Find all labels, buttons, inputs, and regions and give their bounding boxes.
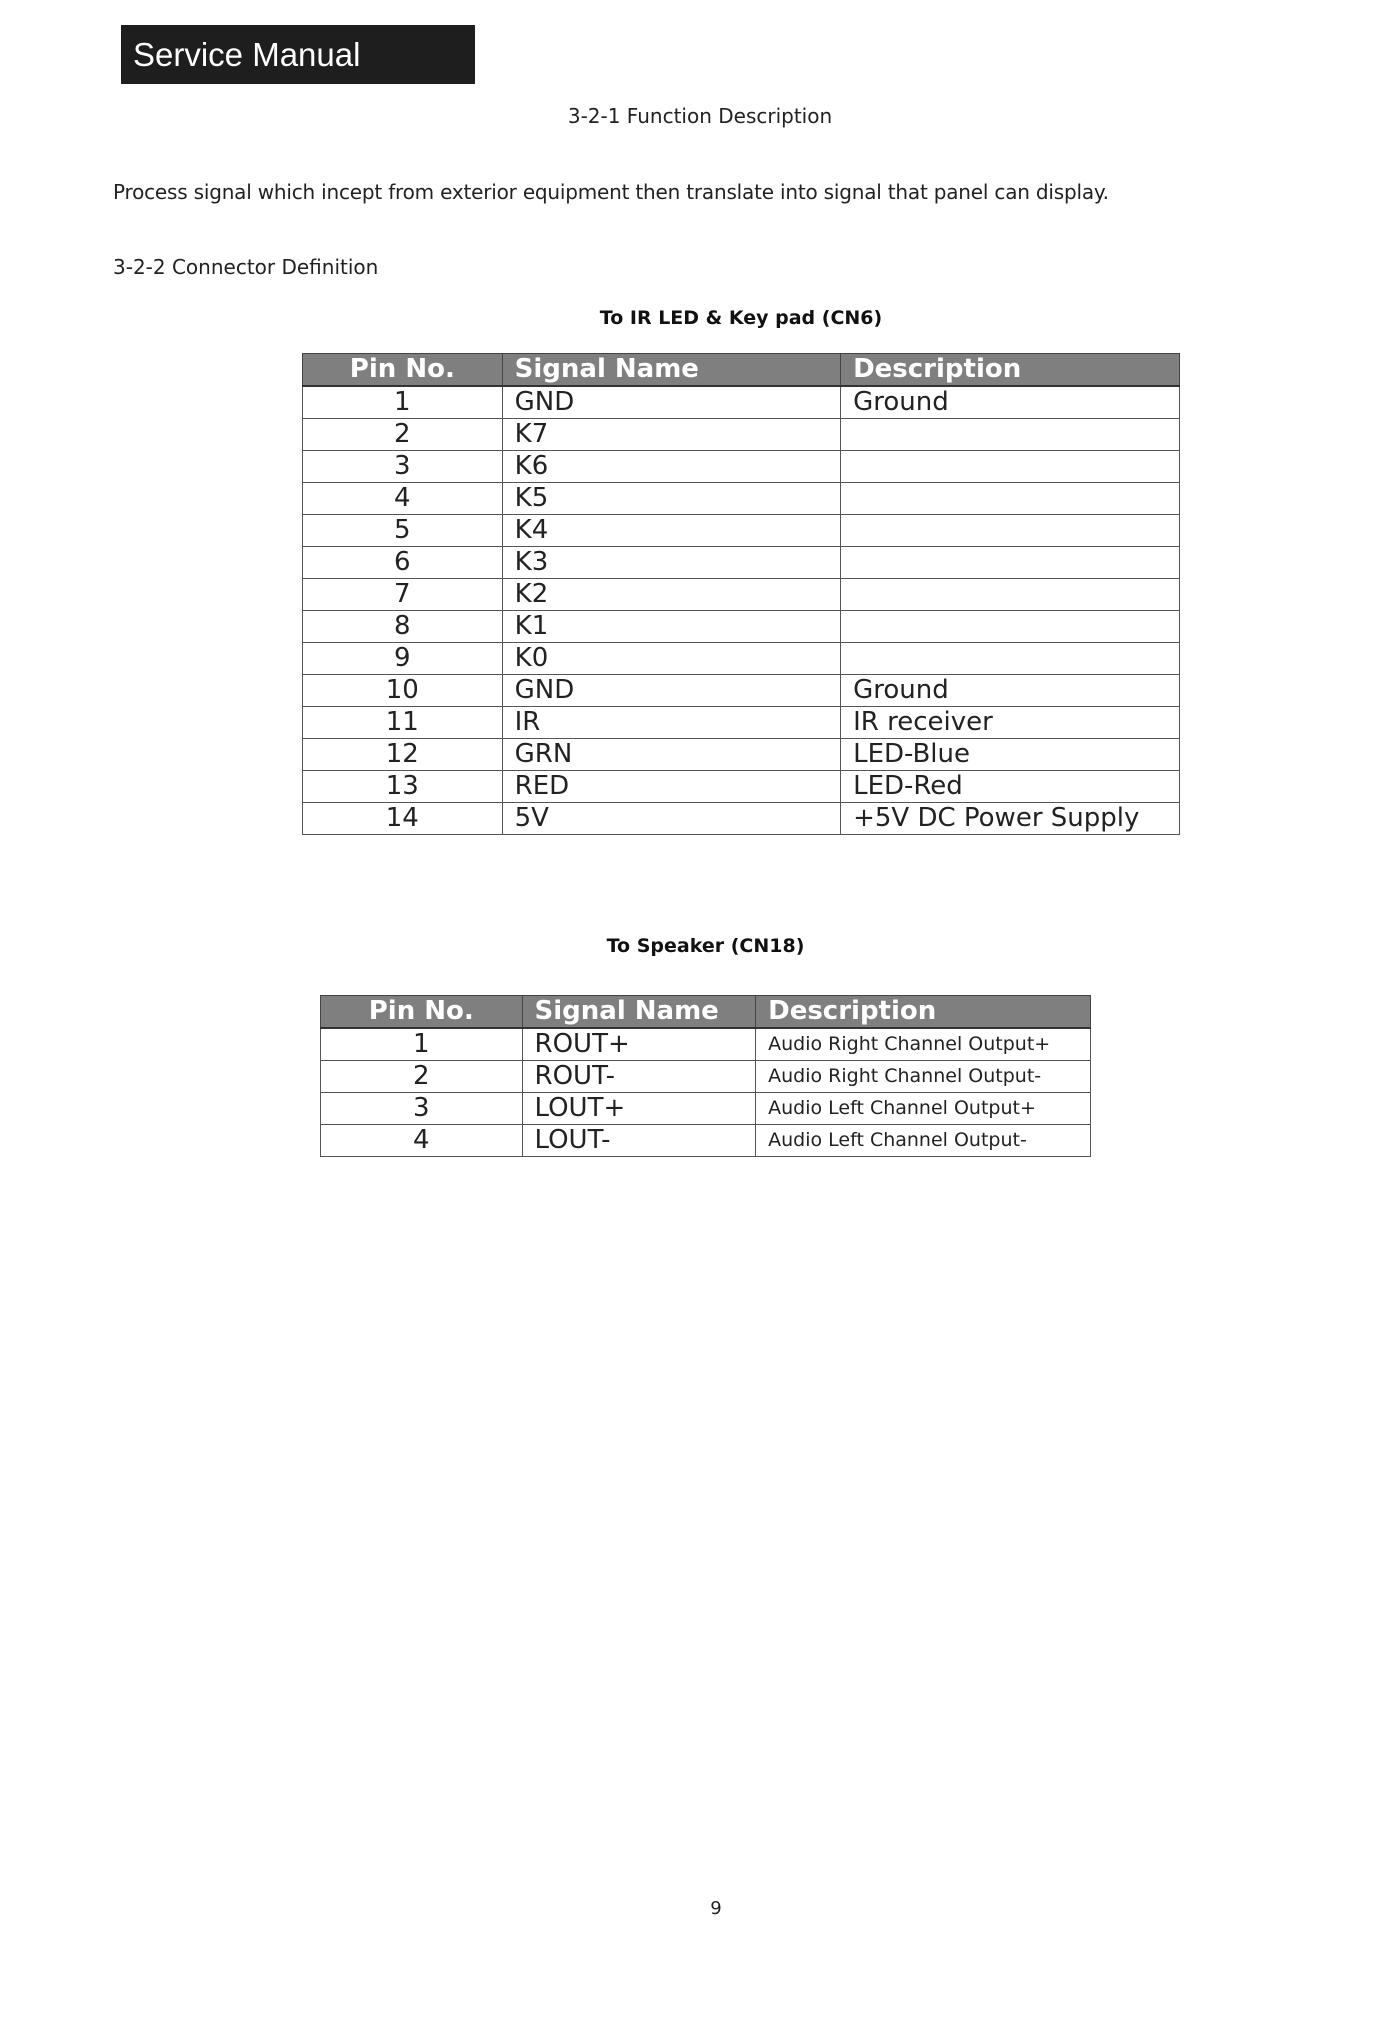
pin-number-cell: 1 — [303, 386, 503, 419]
table-row — [321, 1028, 1091, 1061]
pin-number-cell: 3 — [321, 1093, 523, 1125]
signal-name-cell: ROUT+ — [522, 1028, 756, 1061]
cn18-pin-table — [320, 995, 1091, 1157]
table-row — [303, 547, 1180, 579]
signal-name-cell: K4 — [502, 515, 840, 547]
pin-no-header: Pin No. — [303, 354, 503, 387]
signal-name-cell: K5 — [502, 483, 840, 515]
pin-number-cell: 8 — [303, 611, 503, 643]
description-cell: LED-Red — [841, 771, 1180, 803]
table-row — [303, 611, 1180, 643]
description-cell — [841, 419, 1180, 451]
description-cell — [841, 579, 1180, 611]
signal-name-cell: LOUT- — [522, 1125, 756, 1157]
pin-number-cell: 2 — [303, 419, 503, 451]
description-cell — [841, 451, 1180, 483]
description-cell: Audio Right Channel Output+ — [756, 1028, 1091, 1061]
subsection-title: 3-2-2 Connector Definition — [113, 255, 379, 279]
table-row — [321, 1093, 1091, 1125]
description-cell: Ground — [841, 386, 1180, 419]
signal-name-cell: K3 — [502, 547, 840, 579]
pin-number-cell: 7 — [303, 579, 503, 611]
pin-number-cell: 4 — [303, 483, 503, 515]
table-row — [303, 771, 1180, 803]
table-row — [303, 579, 1180, 611]
description-cell — [841, 515, 1180, 547]
pin-number-cell: 10 — [303, 675, 503, 707]
signal-name-header: Signal Name — [522, 996, 756, 1029]
description-cell — [841, 483, 1180, 515]
signal-name-cell: GND — [502, 675, 840, 707]
table-row — [303, 643, 1180, 675]
table-row — [303, 386, 1180, 419]
description-cell: LED-Blue — [841, 739, 1180, 771]
signal-name-cell: GRN — [502, 739, 840, 771]
pin-number-cell: 14 — [303, 803, 503, 835]
description-cell — [841, 643, 1180, 675]
pin-number-cell: 9 — [303, 643, 503, 675]
signal-name-header: Signal Name — [502, 354, 840, 387]
cn6-pin-table — [302, 353, 1180, 835]
table-row — [303, 803, 1180, 835]
signal-name-cell: RED — [502, 771, 840, 803]
description-cell: Audio Right Channel Output- — [756, 1061, 1091, 1093]
signal-name-cell: K2 — [502, 579, 840, 611]
description-cell: IR receiver — [841, 707, 1180, 739]
signal-name-cell: K0 — [502, 643, 840, 675]
page-number: 9 — [710, 1898, 722, 1919]
table-row — [303, 739, 1180, 771]
table-row — [303, 515, 1180, 547]
pin-number-cell: 4 — [321, 1125, 523, 1157]
table-row — [321, 1125, 1091, 1157]
pin-number-cell: 6 — [303, 547, 503, 579]
pin-number-cell: 5 — [303, 515, 503, 547]
signal-name-cell: IR — [502, 707, 840, 739]
description-cell: +5V DC Power Supply — [841, 803, 1180, 835]
table-row — [321, 1061, 1091, 1093]
cn6-table-caption: To IR LED & Key pad (CN6) — [599, 307, 883, 329]
signal-name-cell: ROUT- — [522, 1061, 756, 1093]
table-header-row — [321, 996, 1091, 1029]
description-cell: Audio Left Channel Output+ — [756, 1093, 1091, 1125]
pin-number-cell: 12 — [303, 739, 503, 771]
table-row — [303, 675, 1180, 707]
description-header: Description — [756, 996, 1091, 1029]
cn18-table-caption: To Speaker (CN18) — [606, 935, 805, 957]
pin-number-cell: 3 — [303, 451, 503, 483]
pin-number-cell: 1 — [321, 1028, 523, 1061]
table-row — [303, 483, 1180, 515]
section-title: 3-2-1 Function Description — [567, 104, 833, 128]
signal-name-cell: 5V — [502, 803, 840, 835]
signal-name-cell: K7 — [502, 419, 840, 451]
table-row — [303, 451, 1180, 483]
table-header-row — [303, 354, 1180, 387]
signal-name-cell: K6 — [502, 451, 840, 483]
pin-number-cell: 13 — [303, 771, 503, 803]
description-cell: Ground — [841, 675, 1180, 707]
table-row — [303, 707, 1180, 739]
signal-name-cell: GND — [502, 386, 840, 419]
pin-number-cell: 11 — [303, 707, 503, 739]
function-description-paragraph: Process signal which incept from exterior equipment then translate into signal that panel can display. — [113, 180, 1109, 204]
description-cell — [841, 611, 1180, 643]
description-cell: Audio Left Channel Output- — [756, 1125, 1091, 1157]
table-row — [303, 419, 1180, 451]
signal-name-cell: K1 — [502, 611, 840, 643]
description-cell — [841, 547, 1180, 579]
service-manual-header: Service Manual — [121, 25, 475, 84]
pin-number-cell: 2 — [321, 1061, 523, 1093]
signal-name-cell: LOUT+ — [522, 1093, 756, 1125]
pin-no-header: Pin No. — [321, 996, 523, 1029]
description-header: Description — [841, 354, 1180, 387]
